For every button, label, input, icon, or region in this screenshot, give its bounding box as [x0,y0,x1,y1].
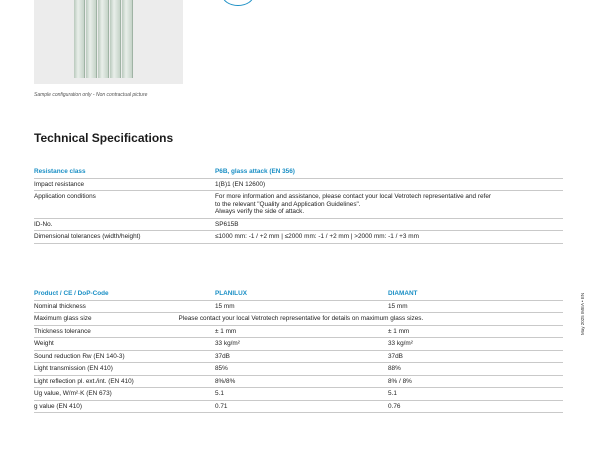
table-row [34,313,563,326]
table-row [34,376,563,389]
row-value: 33 kg/m² [388,340,413,347]
row-value: 0.76 [388,402,401,410]
row-label: Dimensional tolerances (width/height) [34,233,141,240]
row-value: 0.71 [215,402,228,410]
glass-pane [110,0,121,78]
row-value: 33 kg/m² [215,340,240,347]
row-label: Nominal thickness [34,302,86,310]
photo-caption: Sample configuration only - Non contractual picture [34,92,148,98]
row-value: 8% / 8% [388,377,412,385]
row-value: 1(B)1 (EN 12600) [215,180,266,188]
row-label: Sound reduction Rw (EN 140-3) [34,352,125,360]
row-label: Maximum glass size [34,315,92,322]
row-value [423,313,563,325]
table-row [34,401,563,414]
row-value: 15 mm [215,302,235,310]
row-value: 37dB [388,352,403,360]
product-table [34,288,563,413]
table-row [34,363,563,376]
table-row [34,219,563,232]
table-row [34,338,563,351]
header-cell: PLANILUX [215,290,247,297]
row-label: g value (EN 410) [34,402,82,410]
glass-pane [122,0,133,78]
table-row [34,326,563,339]
header-cell: P6B, glass attack (EN 356) [215,168,295,175]
row-value: SP615B [215,220,239,228]
glass-pane [98,0,109,78]
row-label: ID-No. [34,220,53,228]
table-row [34,301,563,314]
resistance-table [34,166,563,244]
row-value: 88% [388,365,401,372]
row-label: Application conditions [34,193,96,200]
row-label: Light transmission (EN 410) [34,365,113,372]
row-value: 15 mm [388,302,408,310]
table-row [34,179,563,192]
table-header [34,166,563,179]
row-value: ± 1 mm [215,327,237,335]
decorative-circle-icon [222,0,254,6]
product-photo [34,0,183,84]
row-label: Ug value, W/m²·K (EN 673) [34,390,112,397]
row-label: Light reflection pl. ext./int. (EN 410) [34,377,134,385]
table-row [34,191,563,219]
glass-pane [86,0,97,78]
row-value: 37dB [215,352,230,360]
side-note: May 2025 IMEA • EN [580,292,585,335]
row-value: For more information and assistance, please contact your local Vetrotech representative and refer to the relevant "Quality and Application Guidelines". Always verify the side of attack. [215,193,492,215]
row-label: Thickness tolerance [34,327,91,335]
header-cell: Product / CE / DoP-Code [34,290,109,297]
section-heading: Technical Specifications [34,131,174,145]
row-label: Impact resistance [34,180,85,188]
row-value: Please contact your local Vetrotech representative for details on maximum glass sizes. [178,315,424,322]
row-value: 85% [215,365,228,372]
table-header [34,288,563,301]
header-cell: Resistance class [34,168,86,175]
row-value: ± 1 mm [388,327,410,335]
row-value: 8%/8% [215,377,236,385]
row-value: 5.1 [215,390,224,397]
header-cell: DIAMANT [388,290,418,297]
row-label: Weight [34,340,54,347]
glass-pane [74,0,85,78]
row-value: ≤1000 mm: -1 / +2 mm | ≤2000 mm: -1 / +2 mm | >2000 mm: -1 / +3 mm [215,233,419,240]
row-value: 5.1 [388,390,397,397]
table-row [34,388,563,401]
table-row [34,231,563,244]
table-row [34,351,563,364]
